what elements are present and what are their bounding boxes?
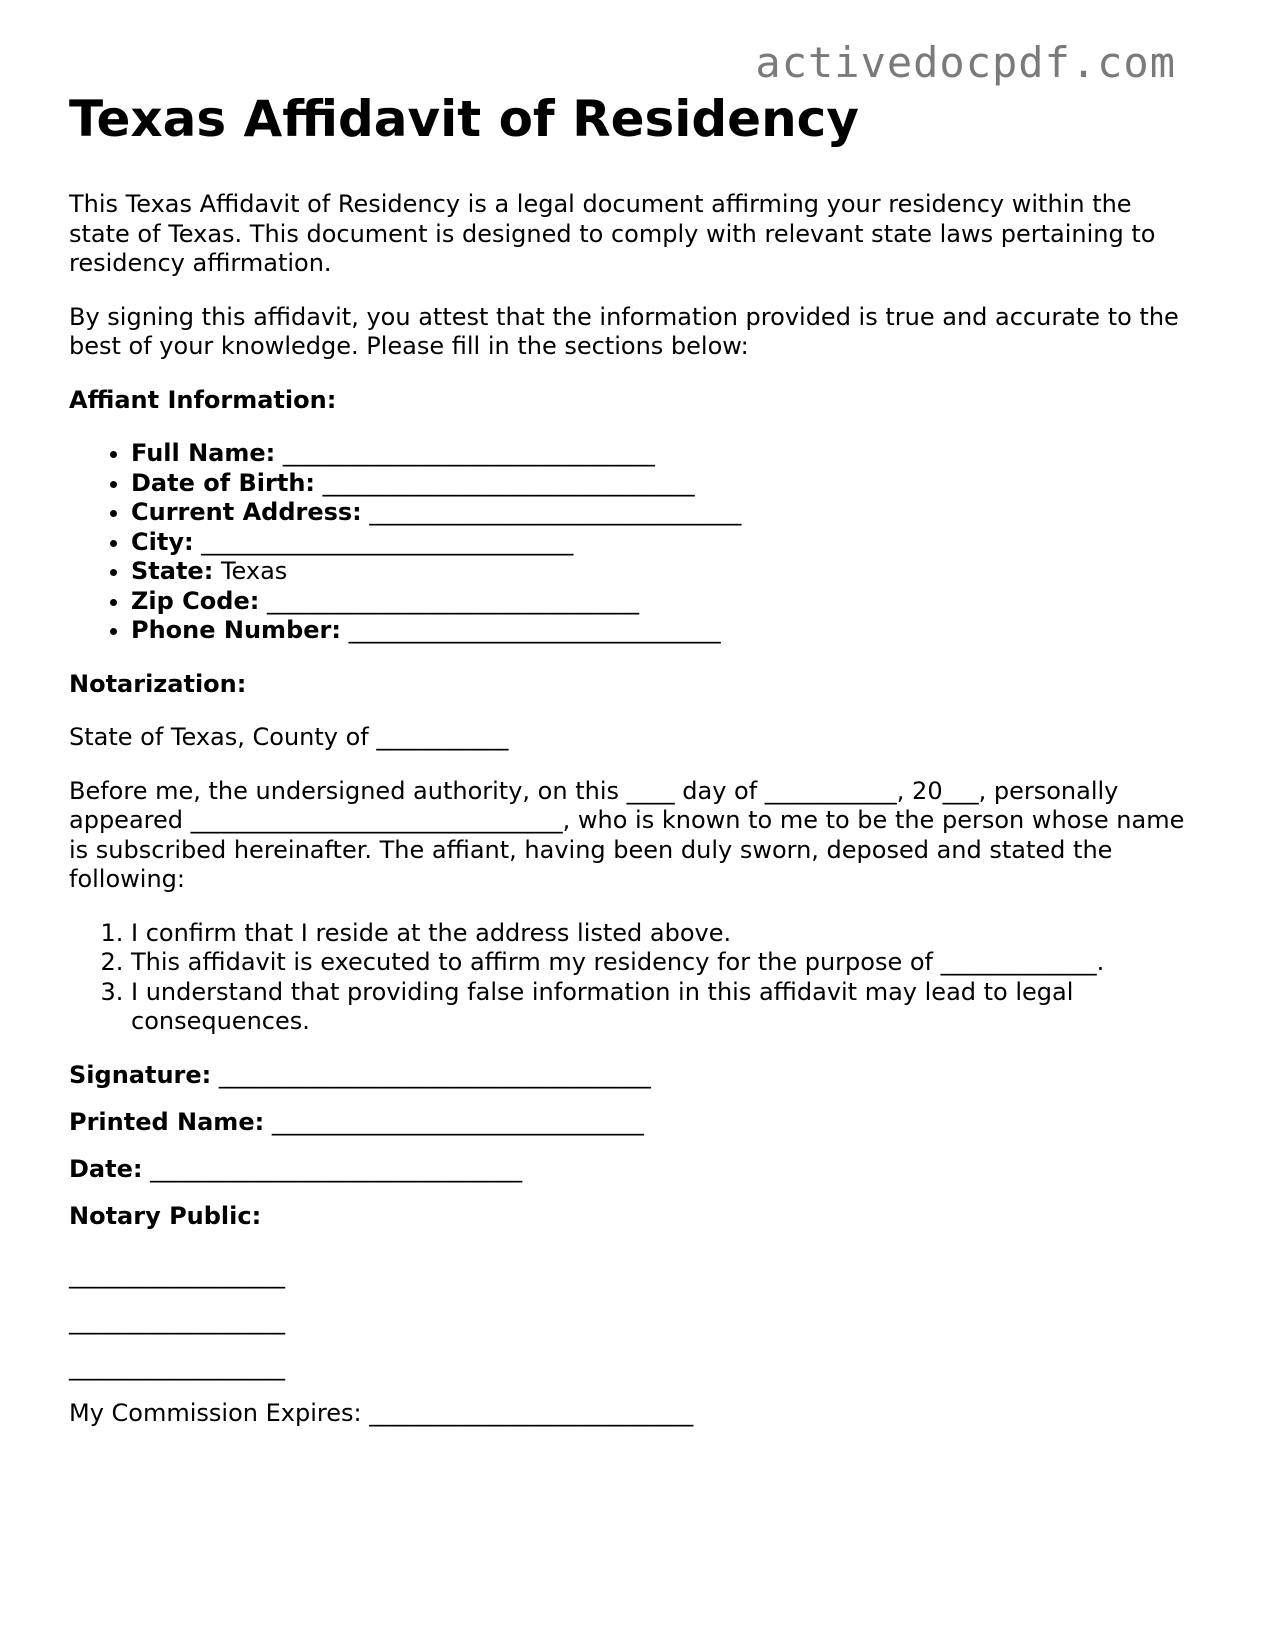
statement-item: 2. This affidavit is executed to affirm my residency for the purpose of _____________. xyxy=(131,948,1199,978)
field-label: Full Name: xyxy=(131,439,276,467)
notary-blank-line: __________________ xyxy=(69,1307,285,1335)
printed-name-blank: _______________________________ xyxy=(271,1107,644,1136)
affiant-heading: Affiant Information: xyxy=(69,385,337,414)
county-line: State of Texas, County of ___________ xyxy=(69,723,509,751)
printed-name-label: Printed Name: xyxy=(69,1107,265,1136)
notary-public-heading: Notary Public: xyxy=(69,1201,262,1230)
field-label: Phone Number: xyxy=(131,616,341,644)
date-line xyxy=(69,1155,1199,1185)
field-state xyxy=(131,557,1199,587)
field-blank: _______________________________ xyxy=(348,616,721,644)
field-label: Date of Birth: xyxy=(131,468,316,497)
affiant-fields-list xyxy=(69,439,1199,646)
field-blank: _______________________________ xyxy=(282,439,655,467)
field-current-address xyxy=(131,498,1199,528)
field-blank: _______________________________ xyxy=(201,527,574,556)
signature-line xyxy=(69,1061,1199,1091)
statement-item: 3. I understand that providing false information in this affidavit may lead to legal consequences. xyxy=(131,978,1199,1037)
commission-expires-line: My Commission Expires: ___________________________ xyxy=(69,1399,694,1427)
field-phone-number xyxy=(131,616,1199,646)
statement-item: 1. I confirm that I reside at the address listed above. xyxy=(131,919,1199,949)
field-blank: _______________________________ xyxy=(369,498,742,526)
field-city xyxy=(131,528,1199,558)
field-zip-code xyxy=(131,587,1199,617)
field-date-of-birth xyxy=(131,469,1199,499)
field-label: State: xyxy=(131,557,214,585)
watermark: activedocpdf.com xyxy=(755,38,1176,87)
statements-list xyxy=(69,919,1199,1037)
signature-blank: ____________________________________ xyxy=(218,1060,651,1089)
intro-paragraph: This Texas Affidavit of Residency is a legal document affirming your residency within the state of Texas. This document is designed to comply with relevant state laws pertaining to residency affirmation. xyxy=(69,190,1156,277)
signature-label: Signature: xyxy=(69,1060,212,1089)
attest-paragraph: By signing this affidavit, you attest that the information provided is true and accurate to the best of your knowledge. Please fill in the sections below: xyxy=(69,302,1179,360)
field-full-name xyxy=(131,439,1199,469)
document-page xyxy=(69,86,1199,1453)
field-label: Zip Code: xyxy=(131,586,260,615)
notary-blank-line: __________________ xyxy=(69,1353,285,1381)
document-title: Texas Affidavit of Residency xyxy=(69,90,859,148)
field-label: Current Address: xyxy=(131,498,362,526)
date-blank: _______________________________ xyxy=(150,1154,523,1183)
field-label: City: xyxy=(131,527,194,556)
date-label: Date: xyxy=(69,1154,143,1183)
notarization-heading: Notarization: xyxy=(69,669,247,698)
field-value: Texas xyxy=(220,557,288,585)
printed-name-line xyxy=(69,1108,1199,1138)
field-blank: _______________________________ xyxy=(322,468,695,497)
notary-blank-line: __________________ xyxy=(69,1261,285,1289)
field-blank: _______________________________ xyxy=(266,586,639,615)
before-me-paragraph: Before me, the undersigned authority, on this ____ day of ___________, 20___, personally appeared _______________________________, who is known to me to be the person whose name is subscribed hereinafter. The affiant, having been duly sworn, deposed and stated the following: xyxy=(69,776,1185,893)
